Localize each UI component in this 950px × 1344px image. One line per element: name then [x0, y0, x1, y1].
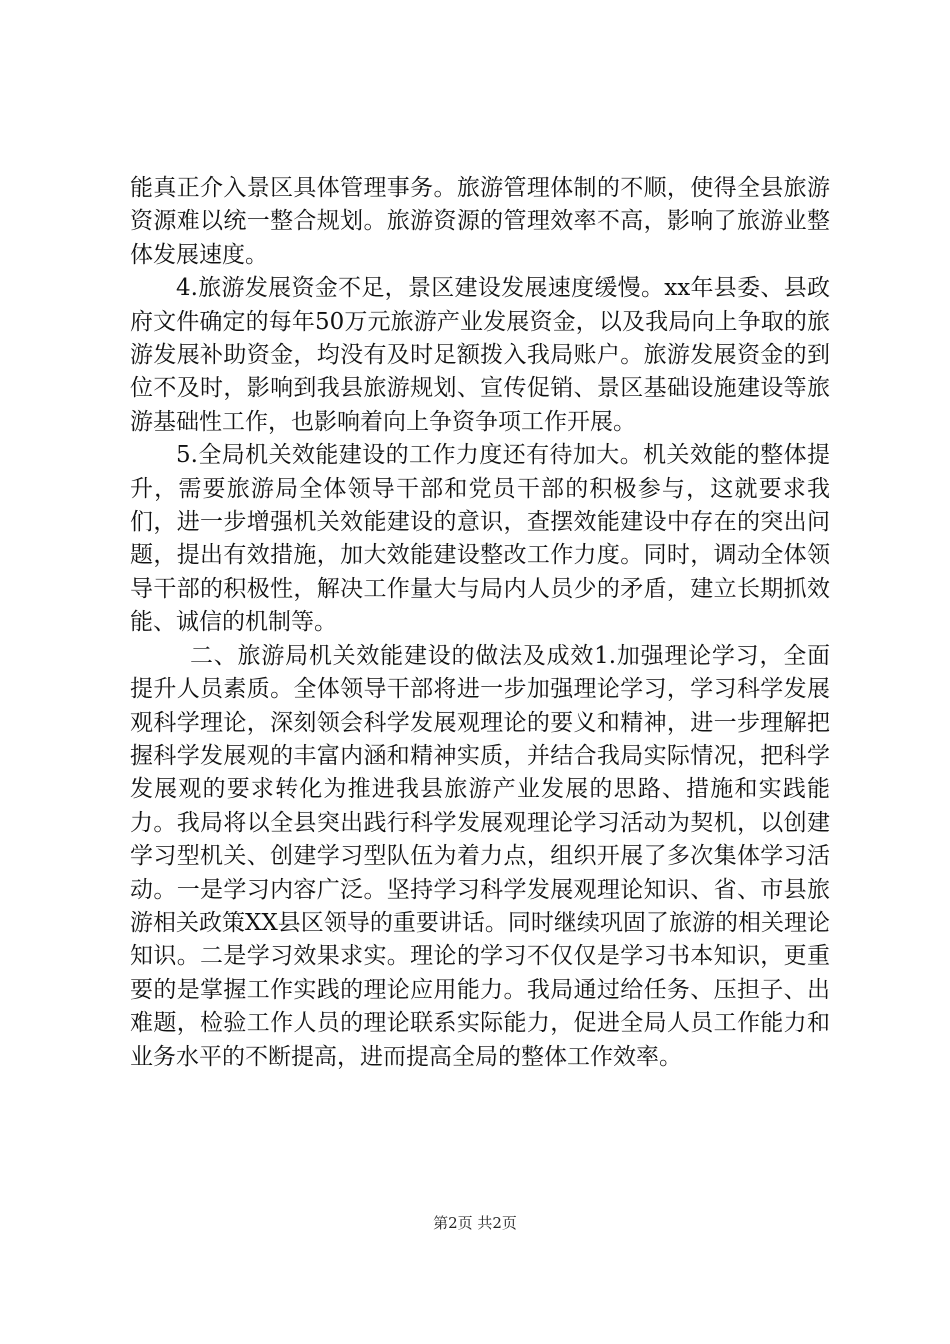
paragraph-item-5: 5.全局机关效能建设的工作力度还有待加大。机关效能的整体提升，需要旅游局全体领导干部和党员干部的积极参与，这就要求我们，进一步增强机关效能建设的意识，查摆效能建设中存在的突出问题，提出有效措施，加大效能建设整改工作力度。同时，调动全体领导干部的积极性，解决工作量大与局内人员少的矛盾，建立长期抓效能、诚信的机制等。 — [130, 442, 830, 636]
page-number: 第2页 共2页 — [433, 1214, 517, 1232]
document-body — [130, 172, 830, 1074]
paragraph-item-4: 4.旅游发展资金不足，景区建设发展速度缓慢。xx年县委、县政府文件确定的每年50万元旅游产业发展资金，以及我局向上争取的旅游发展补助资金，均没有及时足额拨入我局账户。旅游发展资金的到位不及时，影响到我县旅游规划、宣传促销、景区基础设施建设等旅游基础性工作，也影响着向上争资争项工作开展。 — [130, 275, 830, 435]
paragraph-continued: 能真正介入景区具体管理事务。旅游管理体制的不顺，使得全县旅游资源难以统一整合规划。旅游资源的管理效率不高，影响了旅游业整体发展速度。 — [130, 175, 830, 268]
paragraph-section-2: 二、旅游局机关效能建设的做法及成效1.加强理论学习，全面提升人员素质。全体领导干部将进一步加强理论学习，学习科学发展观科学理论，深刻领会科学发展观理论的要义和精神，进一步理解把握科学发展观的丰富内涵和精神实质，并结合我局实际情况，把科学发展观的要求转化为推进我县旅游产业发展的思路、措施和实践能力。我局将以全县突出践行科学发展观理论学习活动为契机，以创建学习型机关、创建学习型队伍为着力点，组织开展了多次集体学习活动。一是学习内容广泛。坚持学习科学发展观理论知识、省、市县旅游相关政策XX县区领导的重要讲话。同时继续巩固了旅游的相关理论知识。二是学习效果求实。理论的学习不仅仅是学习书本知识，更重要的是掌握工作实践的理论应用能力。我局通过给任务、压担子、出难题，检验工作人员的理论联系实际能力，促进全局人员工作能力和业务水平的不断提高，进而提高全局的整体工作效率。 — [130, 642, 830, 1070]
